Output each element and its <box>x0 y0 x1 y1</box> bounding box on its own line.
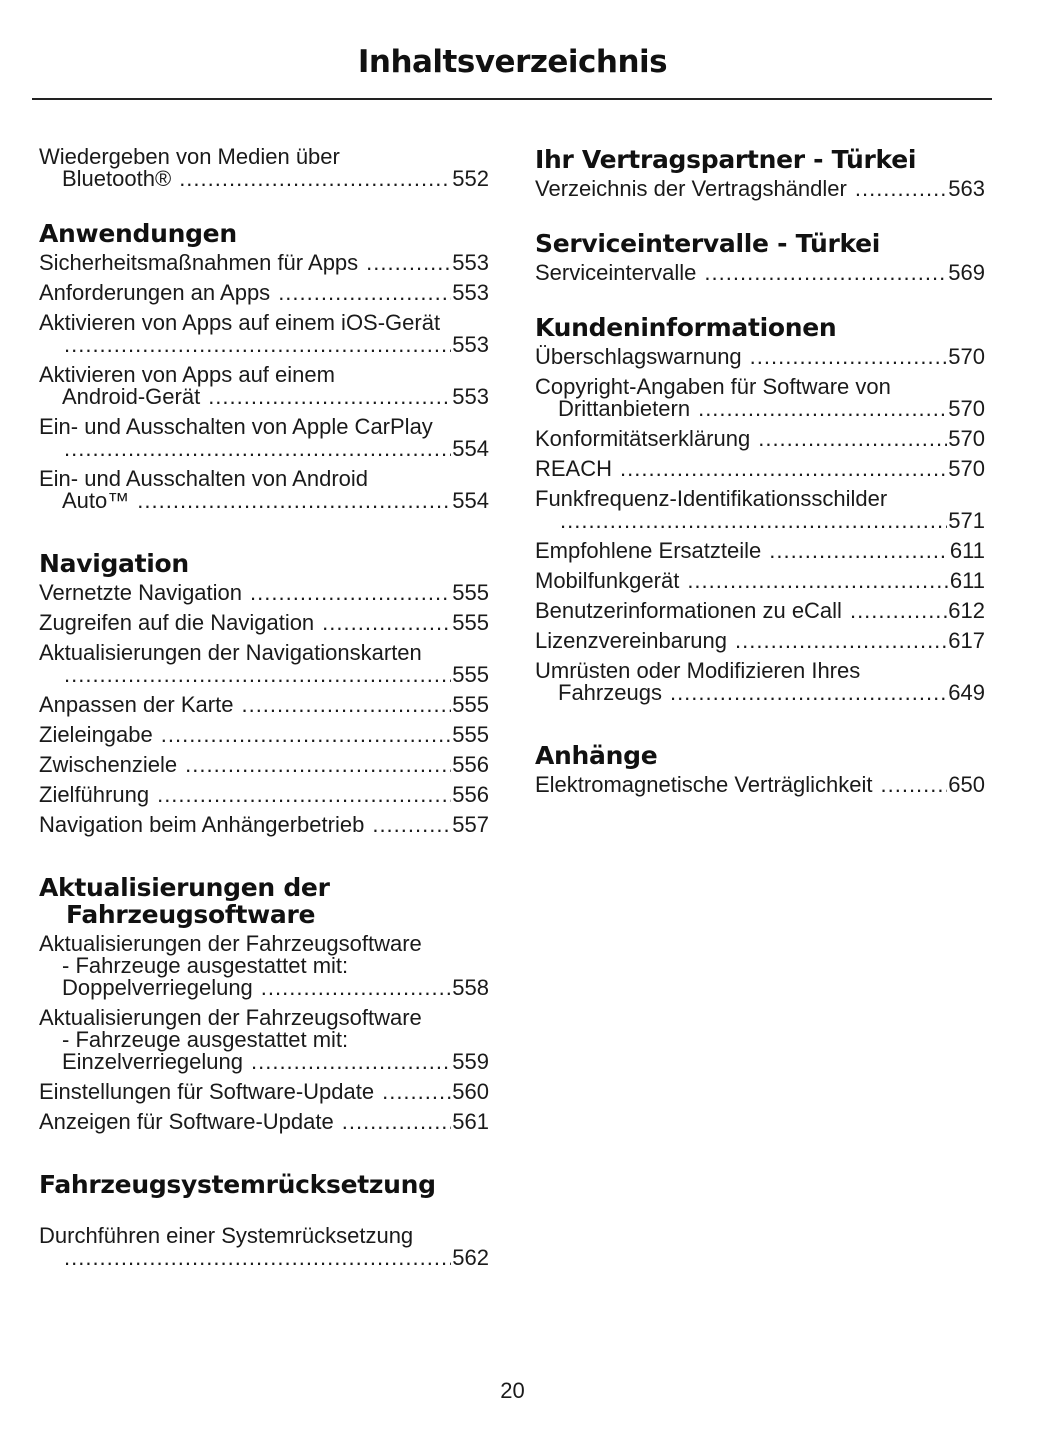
dot-leader <box>261 977 451 999</box>
toc-entry-page-number: 612 <box>948 598 985 623</box>
toc-entry-title-line: - Fahrzeuge ausgestattet mit: <box>62 953 349 978</box>
toc-entry-title: Vernetzte Navigation <box>39 580 243 605</box>
toc-entry-title-line: Aktivieren von Apps auf einem iOS-Gerät <box>39 310 441 335</box>
toc-entry[interactable] <box>39 933 489 999</box>
toc-entry-page-number: 617 <box>948 628 985 653</box>
toc-entry[interactable] <box>39 252 489 274</box>
dot-leader <box>620 458 947 480</box>
toc-entry[interactable] <box>535 346 985 368</box>
spacer <box>39 844 489 874</box>
toc-entry-title: Zielführung <box>39 782 150 807</box>
section-heading <box>535 314 985 341</box>
toc-entry-title: Bluetooth® <box>62 166 172 191</box>
dot-leader <box>372 814 451 836</box>
toc-entry[interactable] <box>39 814 489 836</box>
toc-entry[interactable] <box>39 1111 489 1133</box>
dot-leader <box>250 582 451 604</box>
toc-entry-title: Anforderungen an Apps <box>39 280 271 305</box>
dot-leader <box>735 630 947 652</box>
toc-entry-page-number: 555 <box>452 662 489 687</box>
dot-leader <box>881 774 948 796</box>
dot-leader <box>560 510 947 532</box>
toc-entry-page-number: 554 <box>452 488 489 513</box>
toc-entry[interactable] <box>39 364 489 408</box>
toc-entry-title: Benutzerinformationen zu eCall <box>535 598 842 623</box>
toc-entry[interactable] <box>535 262 985 284</box>
dot-leader <box>850 600 947 622</box>
toc-entry-title: Verzeichnis der Vertragshändler <box>535 176 847 201</box>
section-heading-line: Anwendungen <box>39 219 237 248</box>
toc-entry-page-number: 554 <box>452 436 489 461</box>
toc-entry-title: Zieleingabe <box>39 722 153 747</box>
toc-entry-page-number: 570 <box>948 456 985 481</box>
toc-entry-page-number: 563 <box>948 176 985 201</box>
toc-right-column <box>535 146 985 804</box>
toc-entry[interactable] <box>39 694 489 716</box>
dot-leader <box>251 1051 451 1073</box>
dot-leader <box>185 754 451 776</box>
dot-leader <box>137 490 451 512</box>
spacer <box>39 520 489 550</box>
toc-entry[interactable] <box>39 582 489 604</box>
toc-entry[interactable] <box>39 1081 489 1103</box>
toc-entry[interactable] <box>535 458 985 480</box>
toc-entry-title: Fahrzeugs <box>558 680 662 705</box>
toc-entry-title: Anpassen der Karte <box>39 692 234 717</box>
toc-entry-title: Einstellungen für Software-Update <box>39 1079 375 1104</box>
toc-entry-page-number: 560 <box>452 1079 489 1104</box>
toc-entry-page-number: 562 <box>452 1245 489 1270</box>
toc-entry-page-number: 555 <box>452 580 489 605</box>
toc-entry[interactable] <box>535 178 985 200</box>
toc-entry-title-line: Wiedergeben von Medien über <box>39 144 340 169</box>
toc-entry-page-number: 553 <box>452 332 489 357</box>
toc-entry-title: Sicherheitsmaßnahmen für Apps <box>39 250 359 275</box>
toc-entry-title: Navigation beim Anhängerbetrieb <box>39 812 365 837</box>
spacer <box>535 712 985 742</box>
toc-entry-title-line: Umrüsten oder Modifizieren Ihres <box>535 658 861 683</box>
toc-entry-page-number: 555 <box>452 722 489 747</box>
dot-leader <box>382 1081 451 1103</box>
toc-entry-title-line: Copyright-Angaben für Software von <box>535 374 891 399</box>
toc-entry-title: Elektromagnetische Verträglichkeit <box>535 772 873 797</box>
dot-leader <box>322 612 451 634</box>
toc-entry-title-line: Durchführen einer Systemrücksetzung <box>39 1223 414 1248</box>
toc-entry-title: Zwischenziele <box>39 752 178 777</box>
toc-left-column <box>39 146 489 1277</box>
section-heading-line: Navigation <box>39 549 189 578</box>
dot-leader <box>687 570 949 592</box>
toc-entry-title-line: Aktualisierungen der Fahrzeugsoftware <box>39 931 422 956</box>
toc-entry-page-number: 611 <box>949 538 985 563</box>
toc-entry-page-number: 570 <box>948 426 985 451</box>
spacer <box>535 292 985 314</box>
section-heading <box>535 230 985 257</box>
toc-entry-page-number: 555 <box>452 692 489 717</box>
toc-entry-title: Konformitätserklärung <box>535 426 751 451</box>
dot-leader <box>241 694 451 716</box>
toc-entry-title: Android-Gerät <box>62 384 201 409</box>
dot-leader <box>278 282 451 304</box>
toc-entry[interactable] <box>535 660 985 704</box>
toc-entry-title: Einzelverriegelung <box>62 1049 243 1074</box>
dot-leader <box>157 784 451 806</box>
toc-entry-title: Empfohlene Ersatzteile <box>535 538 762 563</box>
toc-entry[interactable] <box>39 468 489 512</box>
toc-entry[interactable] <box>39 282 489 304</box>
section-heading-line: Anhänge <box>535 741 658 770</box>
dot-leader <box>64 664 451 686</box>
section-heading-line: Ihr Vertragspartner - Türkei <box>535 145 917 174</box>
toc-entry-page-number: 611 <box>949 568 985 593</box>
toc-entry[interactable] <box>535 376 985 420</box>
toc-entry[interactable] <box>39 1225 489 1269</box>
toc-entry-page-number: 555 <box>452 610 489 635</box>
toc-entry[interactable] <box>39 416 489 460</box>
toc-entry[interactable] <box>39 784 489 806</box>
dot-leader <box>366 252 451 274</box>
dot-leader <box>342 1111 452 1133</box>
section-heading-line: Kundeninformationen <box>535 313 837 342</box>
dot-leader <box>179 168 451 190</box>
toc-entry-title: Anzeigen für Software-Update <box>39 1109 334 1134</box>
dot-leader <box>161 724 452 746</box>
toc-entry[interactable] <box>39 724 489 746</box>
toc-entry[interactable] <box>535 774 985 796</box>
toc-entry[interactable] <box>535 600 985 622</box>
dot-leader <box>698 398 947 420</box>
toc-entry[interactable] <box>535 488 985 532</box>
toc-entry[interactable] <box>535 540 985 562</box>
toc-entry-page-number: 556 <box>452 782 489 807</box>
section-heading-line: Serviceintervalle - Türkei <box>535 229 881 258</box>
toc-entry-title: Drittanbietern <box>558 396 691 421</box>
toc-entry-page-number: 552 <box>452 166 489 191</box>
toc-entry-page-number: 556 <box>452 752 489 777</box>
page-title: Inhaltsverzeichnis <box>357 44 668 80</box>
toc-entry-page-number: 553 <box>452 250 489 275</box>
dot-leader <box>208 386 451 408</box>
toc-entry[interactable] <box>39 146 489 190</box>
toc-entry-title-line: Ein- und Ausschalten von Android <box>39 466 369 491</box>
spacer <box>535 208 985 230</box>
toc-entry[interactable] <box>39 1007 489 1073</box>
toc-entry[interactable] <box>39 642 489 686</box>
page-number: 20 <box>500 1378 525 1403</box>
dot-leader <box>64 438 451 460</box>
toc-entry-title-line: Funkfrequenz-Identifikationsschilder <box>535 486 888 511</box>
toc-entry-page-number: 561 <box>452 1109 489 1134</box>
spacer <box>39 1203 489 1225</box>
toc-entry-title: Serviceintervalle <box>535 260 697 285</box>
toc-entry[interactable] <box>535 428 985 450</box>
toc-entry-title: Mobilfunkgerät <box>535 568 680 593</box>
section-heading <box>535 146 985 173</box>
section-heading <box>39 874 489 928</box>
toc-entry-page-number: 569 <box>948 260 985 285</box>
toc-entry-page-number: 649 <box>948 680 985 705</box>
section-heading <box>39 1171 489 1198</box>
section-heading-line: Fahrzeugsystemrücksetzung <box>39 1170 436 1199</box>
toc-entry-page-number: 558 <box>452 975 489 1000</box>
toc-entry-title-line: Aktivieren von Apps auf einem <box>39 362 335 387</box>
toc-entry-page-number: 557 <box>452 812 489 837</box>
toc-entry-page-number: 570 <box>948 344 985 369</box>
toc-entry-title: Lizenzvereinbarung <box>535 628 728 653</box>
toc-entry-title: Doppelverriegelung <box>62 975 253 1000</box>
dot-leader <box>64 334 451 356</box>
section-heading-line: Aktualisierungen der <box>39 873 330 902</box>
toc-entry[interactable] <box>39 754 489 776</box>
toc-entry[interactable] <box>535 570 985 592</box>
section-heading-line: Fahrzeugsoftware <box>66 900 316 929</box>
toc-entry-title-line: Aktualisierungen der Navigationskarten <box>39 640 422 665</box>
toc-entry-title: Zugreifen auf die Navigation <box>39 610 315 635</box>
dot-leader <box>670 682 947 704</box>
toc-entry-page-number: 553 <box>452 384 489 409</box>
section-heading <box>39 550 489 577</box>
toc-entry[interactable] <box>39 612 489 634</box>
dot-leader <box>855 178 947 200</box>
toc-entry-page-number: 559 <box>452 1049 489 1074</box>
dot-leader <box>704 262 947 284</box>
toc-entry-title-line: Aktualisierungen der Fahrzeugsoftware <box>39 1005 422 1030</box>
spacer <box>39 198 489 220</box>
toc-entry-page-number: 553 <box>452 280 489 305</box>
section-heading <box>39 220 489 247</box>
toc-entry-page-number: 650 <box>948 772 985 797</box>
toc-entry-title: Überschlagswarnung <box>535 344 742 369</box>
dot-leader <box>64 1247 451 1269</box>
toc-entry-title: REACH <box>535 456 613 481</box>
toc-entry-title: Auto™ <box>62 488 130 513</box>
toc-entry[interactable] <box>39 312 489 356</box>
dot-leader <box>758 428 947 450</box>
toc-entry-title-line: Ein- und Ausschalten von Apple CarPlay <box>39 414 433 439</box>
dot-leader <box>750 346 948 368</box>
toc-entry-title-line: - Fahrzeuge ausgestattet mit: <box>62 1027 349 1052</box>
dot-leader <box>769 540 949 562</box>
toc-entry-page-number: 571 <box>948 508 985 533</box>
toc-entry-page-number: 570 <box>948 396 985 421</box>
section-heading <box>535 742 985 769</box>
toc-entry[interactable] <box>535 630 985 652</box>
title-divider <box>32 98 992 100</box>
spacer <box>39 1141 489 1171</box>
